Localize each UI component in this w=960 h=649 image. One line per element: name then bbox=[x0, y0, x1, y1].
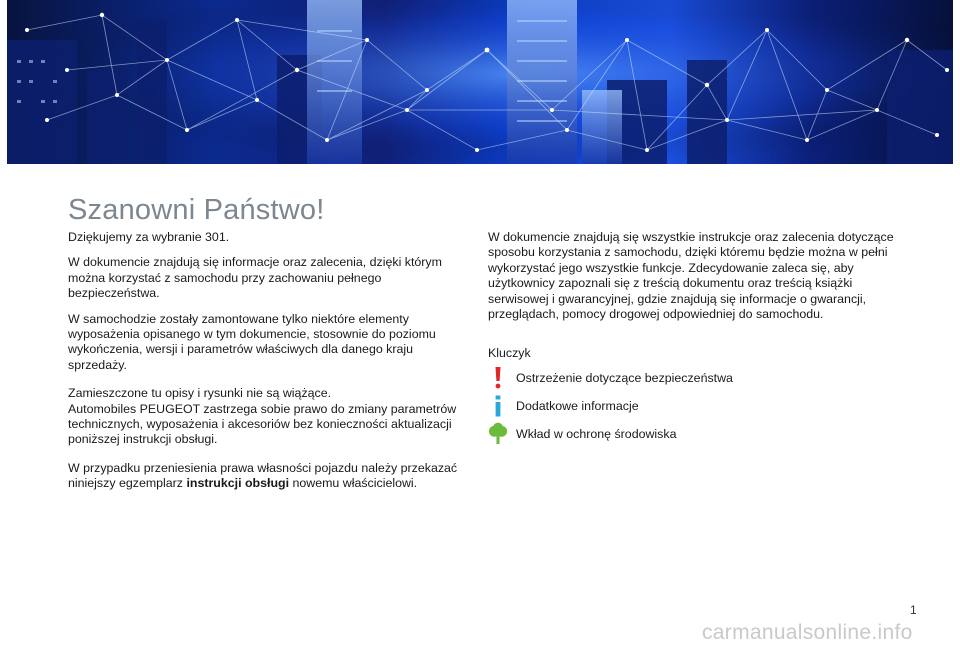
right-column bbox=[488, 230, 898, 332]
key-item-label: Wkład w ochronę środowiska bbox=[516, 427, 677, 441]
thanks-paragraph: Dziękujemy za wybranie 301. bbox=[68, 230, 230, 244]
hero-banner-image bbox=[7, 0, 953, 164]
city-network-illustration bbox=[7, 0, 953, 164]
key-item-label: Ostrzeżenie dotyczące bezpieczeństwa bbox=[516, 371, 733, 385]
ownership-text-end: nowemu właścicielowi. bbox=[289, 476, 418, 491]
page-title: Szanowni Państwo! bbox=[68, 194, 325, 226]
key-item-warning bbox=[488, 366, 733, 390]
ownership-text-bold: instrukcji obsługi bbox=[186, 476, 290, 491]
ownership-text-start: W przypadku przeniesienia prawa własności pojazdu należy przekazać niniejszy egzemplarz bbox=[68, 460, 458, 491]
key-item-environment bbox=[488, 422, 676, 446]
instructions-paragraph: W dokumencie znajdują się wszystkie instrukcje oraz zalecenia dotyczące sposobu korzystania z samochodu, dzięki któremu będzie można w pełni wykorzystać jego wszystkie funkcje. Zdecydowanie zaleca się, aby użytkownicy zapoznali się z treścią dokumentu oraz treścią książki serwisowej i gwarancyjnej, gdzie znajdują się informacje o gwarancji, przeglądach, pomocy drogowej odpowiedniej do samochodu. bbox=[488, 230, 894, 322]
disclaimer-line-2: Automobiles PEUGEOT zastrzega sobie prawo do zmiany parametrów technicznych, wyposażenia i akcesoriów bez konieczności aktualizacji poniższej instrukcji obsługi. bbox=[68, 401, 457, 447]
ownership-paragraph bbox=[68, 461, 468, 492]
info-icon bbox=[488, 394, 508, 418]
equipment-paragraph: W samochodzie zostały zamontowane tylko niektóre elementy wyposażenia opisanego w tym dokumencie, stosownie do poziomu wykończenia, wersji i parametrów właściwych dla danego kraju sprzedaży. bbox=[68, 311, 436, 372]
safety-info-paragraph: W dokumencie znajdują się informacje oraz zalecenia, dzięki którym można korzystać z samochodu przy zachowaniu pełnego bezpieczeństwa. bbox=[68, 255, 442, 301]
key-item-label: Dodatkowe informacje bbox=[516, 399, 639, 413]
disclaimer-line-1: Zamieszczone tu opisy i rysunki nie są wiążące. bbox=[68, 386, 332, 401]
watermark: carmanualsonline.info bbox=[702, 621, 913, 644]
key-item-info bbox=[488, 394, 639, 418]
left-column bbox=[68, 230, 468, 502]
tree-icon bbox=[488, 422, 508, 446]
key-legend-title: Kluczyk bbox=[488, 346, 531, 360]
disclaimer-paragraph bbox=[68, 386, 468, 448]
warning-exclamation-icon bbox=[488, 366, 508, 390]
page-number: 1 bbox=[910, 603, 917, 617]
